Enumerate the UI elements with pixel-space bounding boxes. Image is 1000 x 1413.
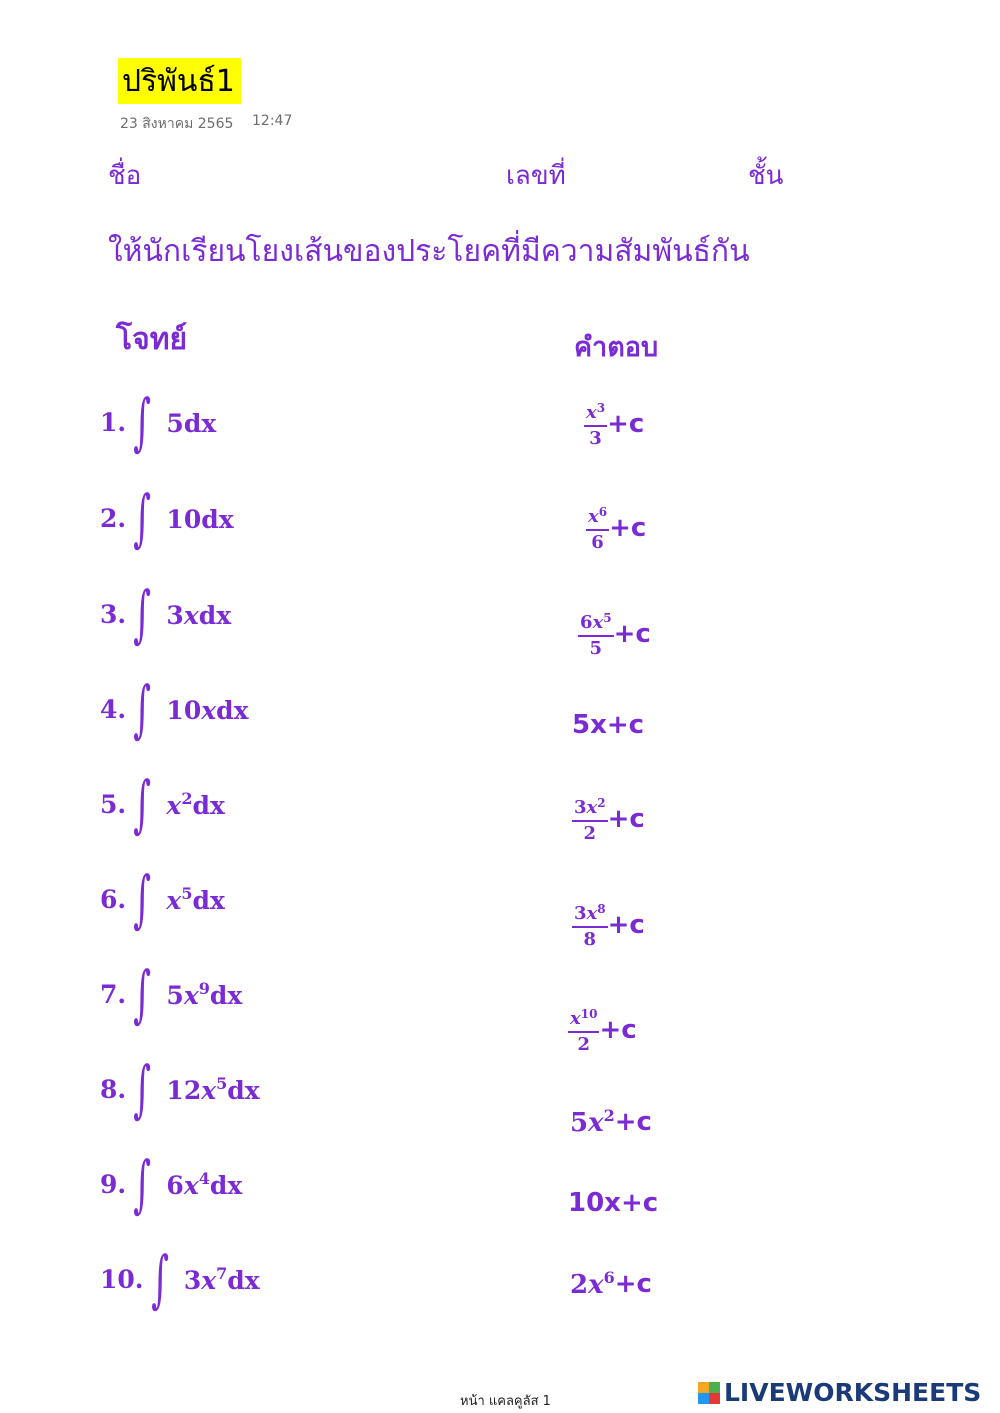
question-item xyxy=(100,1242,260,1315)
answer-fraction xyxy=(568,1004,599,1055)
answer-item xyxy=(572,793,645,844)
integral-sign-icon: ∫ xyxy=(133,577,152,650)
integrand-coefficient: 6 xyxy=(166,1170,184,1200)
answer-item xyxy=(570,1268,652,1300)
answer-coefficient: 2 xyxy=(570,1270,589,1300)
integral-sign-icon: ∫ xyxy=(133,672,152,745)
fraction-denominator: 3 xyxy=(589,428,602,449)
integrand-coefficient: 3 xyxy=(183,1265,202,1295)
question-number: 5. xyxy=(100,789,127,819)
answer-item xyxy=(586,502,646,553)
question-item xyxy=(100,767,225,840)
fraction-exponent: 2 xyxy=(597,796,606,810)
question-item xyxy=(100,957,243,1030)
integrand-variable: x xyxy=(201,1265,217,1295)
number-field-label: เลขที่ xyxy=(506,161,566,191)
answer-power-expression xyxy=(570,1106,615,1138)
integral-sign-icon: ∫ xyxy=(133,862,152,935)
question-number: 10. xyxy=(100,1264,144,1294)
differential: dx xyxy=(192,790,225,820)
question-item xyxy=(100,672,249,745)
integrand-variable: x xyxy=(183,980,199,1010)
time-stamp: 12:47 xyxy=(252,113,293,129)
integrand-variable: x xyxy=(183,1170,199,1200)
answer-text: 10x+c xyxy=(568,1188,659,1218)
fraction-variable: x xyxy=(586,903,598,924)
answer-power-expression xyxy=(570,1268,615,1300)
integral-sign-icon: ∫ xyxy=(150,1242,169,1315)
question-number: 7. xyxy=(100,979,127,1009)
integrand-coefficient: 3 xyxy=(166,600,184,630)
constant-term: +c xyxy=(607,408,645,439)
integral-sign-icon: ∫ xyxy=(133,957,152,1030)
differential: dx xyxy=(216,695,249,725)
integral-sign-icon: ∫ xyxy=(133,481,152,554)
integrand xyxy=(166,789,224,820)
answer-item xyxy=(578,608,651,659)
differential: dx xyxy=(198,600,232,630)
answer-fraction xyxy=(586,502,609,553)
fraction-numerator xyxy=(584,398,607,427)
fraction-variable: x xyxy=(586,797,598,818)
answer-item xyxy=(568,1004,637,1055)
answer-exponent: 6 xyxy=(603,1268,615,1287)
answer-fraction xyxy=(572,899,608,950)
integrand-exponent: 7 xyxy=(216,1263,228,1283)
fraction-numerator xyxy=(586,502,609,531)
fraction-exponent: 6 xyxy=(598,505,608,519)
integral-sign-icon: ∫ xyxy=(133,385,152,458)
integrand-variable: x xyxy=(166,885,182,915)
constant-term: +c xyxy=(599,1014,637,1045)
differential: dx xyxy=(201,504,234,534)
answer-item xyxy=(572,899,645,950)
constant-term: +c xyxy=(613,618,651,649)
question-item xyxy=(100,577,232,650)
fraction-exponent: 5 xyxy=(603,611,612,625)
question-number: 2. xyxy=(100,503,127,533)
class-field-label: ชั้น xyxy=(748,161,784,191)
question-number: 3. xyxy=(100,599,127,629)
answer-item xyxy=(584,398,644,449)
differential: dx xyxy=(227,1265,260,1295)
fraction-exponent: 10 xyxy=(580,1007,598,1021)
question-item xyxy=(100,385,217,458)
integrand-variable: x xyxy=(183,600,199,630)
differential: dx xyxy=(209,980,243,1010)
integral-sign-icon: ∫ xyxy=(133,1052,152,1125)
fraction-denominator: 2 xyxy=(583,823,597,844)
integrand xyxy=(166,407,216,438)
fraction-coefficient: 3 xyxy=(574,797,587,818)
fraction-exponent: 3 xyxy=(596,401,606,415)
integral-sign-icon: ∫ xyxy=(133,767,152,840)
question-item xyxy=(100,481,234,554)
question-item xyxy=(100,1052,260,1125)
integrand xyxy=(166,1074,259,1105)
question-number: 8. xyxy=(100,1074,127,1104)
differential: dx xyxy=(192,885,225,915)
question-number: 6. xyxy=(100,884,127,914)
integrand xyxy=(166,694,248,725)
integrand xyxy=(184,1264,260,1295)
integrand-variable: x xyxy=(201,1075,217,1105)
integrand-exponent: 4 xyxy=(198,1168,210,1188)
question-number: 4. xyxy=(100,694,127,724)
instruction-text: ให้นักเรียนโยงเส้นของประโยคที่มีความสัมพันธ์กัน xyxy=(108,234,750,269)
answer-item xyxy=(570,1106,652,1138)
integrand-coefficient: 10 xyxy=(166,504,202,534)
fraction-denominator: 5 xyxy=(589,638,603,659)
integrand-exponent: 9 xyxy=(198,978,210,998)
logo-mark-icon xyxy=(698,1382,720,1404)
constant-term: +c xyxy=(614,1107,652,1137)
fraction-numerator xyxy=(578,608,614,637)
integrand xyxy=(166,979,242,1010)
integrand-coefficient: 5 xyxy=(166,980,184,1010)
date-stamp: 23 สิงหาคม 2565 xyxy=(120,116,234,132)
page-footer: หน้า แคลคูลัส 1 xyxy=(460,1394,551,1409)
answer-item xyxy=(568,1188,658,1218)
integrand-coefficient: 10 xyxy=(166,695,202,725)
answer-fraction xyxy=(578,608,614,659)
integrand-variable: x xyxy=(201,695,217,725)
answer-fraction xyxy=(572,793,608,844)
fraction-exponent: 8 xyxy=(597,902,606,916)
answer-item xyxy=(572,710,644,740)
constant-term: +c xyxy=(607,909,645,940)
integrand-coefficient: 5 xyxy=(166,408,184,438)
integrand-exponent: 5 xyxy=(181,883,193,903)
integrand-exponent: 5 xyxy=(216,1073,228,1093)
answer-fraction xyxy=(584,398,607,449)
fraction-variable: x xyxy=(586,402,597,423)
integrand-variable: x xyxy=(166,790,182,820)
answer-variable: x xyxy=(588,1108,604,1138)
answer-coefficient: 5 xyxy=(570,1108,589,1138)
integrand xyxy=(166,1169,242,1200)
answer-variable: x xyxy=(588,1270,604,1300)
page-title: ปริพันธ์1 xyxy=(118,58,241,104)
name-field-label: ชื่อ xyxy=(108,161,142,191)
integrand xyxy=(166,503,233,534)
brand-name: LIVEWORKSHEETS xyxy=(724,1378,982,1407)
fraction-coefficient: 3 xyxy=(574,903,587,924)
constant-term: +c xyxy=(609,512,647,543)
integrand-coefficient: 12 xyxy=(166,1075,202,1105)
answer-exponent: 2 xyxy=(603,1106,615,1125)
differential: dx xyxy=(209,1170,243,1200)
differential: dx xyxy=(227,1075,260,1105)
integrand xyxy=(166,599,231,630)
fraction-numerator xyxy=(568,1004,599,1033)
constant-term: +c xyxy=(614,1269,652,1299)
integrand-exponent: 2 xyxy=(181,788,193,808)
liveworksheets-logo[interactable] xyxy=(698,1378,981,1407)
fraction-numerator xyxy=(572,793,608,822)
differential: dx xyxy=(183,408,217,438)
question-item xyxy=(100,862,225,935)
fraction-numerator xyxy=(572,899,608,928)
fraction-variable: x xyxy=(592,612,604,633)
fraction-coefficient: 6 xyxy=(580,612,593,633)
answer-text: 5x+c xyxy=(572,710,645,740)
fraction-denominator: 6 xyxy=(591,532,604,553)
fraction-variable: x xyxy=(588,506,599,527)
question-number: 1. xyxy=(100,407,127,437)
fraction-denominator: 2 xyxy=(577,1034,590,1055)
integral-sign-icon: ∫ xyxy=(133,1147,152,1220)
question-number: 9. xyxy=(100,1169,127,1199)
fraction-denominator: 8 xyxy=(583,929,597,950)
integrand xyxy=(166,884,224,915)
answers-heading: คำตอบ xyxy=(574,332,659,363)
question-item xyxy=(100,1147,243,1220)
fraction-variable: x xyxy=(570,1008,581,1029)
constant-term: +c xyxy=(607,803,645,834)
questions-heading: โจทย์ xyxy=(116,322,188,357)
